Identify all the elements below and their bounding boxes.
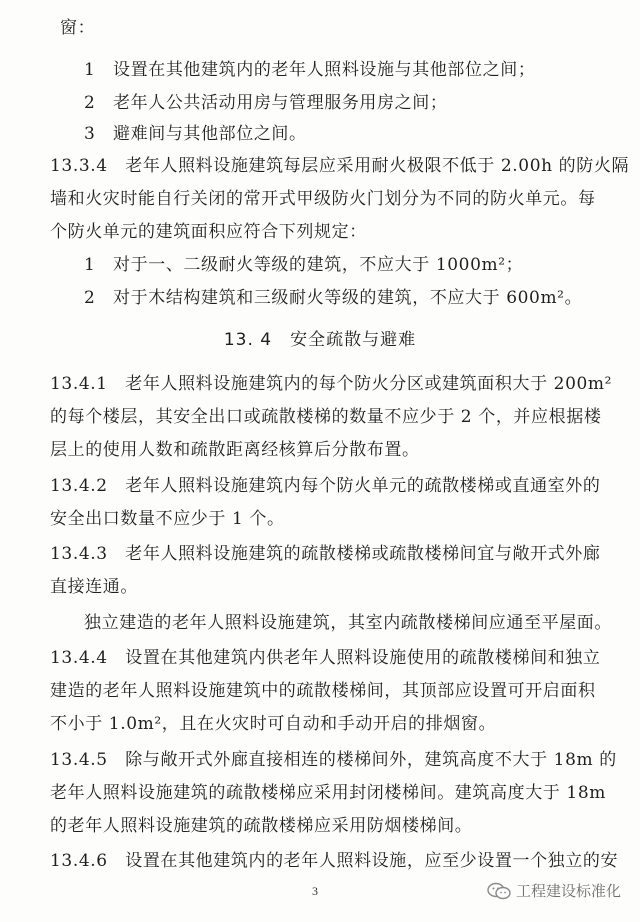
watermark: [486, 880, 621, 901]
section-heading: 13. 4 安全疏散与避难: [223, 330, 417, 350]
list-item: 3 避难间与其他部位之间。: [84, 124, 307, 144]
clause-text: 的每个楼层，其安全出口或疏散楼梯的数量不应少于 2 个，并应根据楼: [50, 407, 602, 427]
list-item: 1 对于一、二级耐火等级的建筑，不应大于 1000m²；: [84, 255, 524, 275]
chat-bubble-icon: [486, 881, 512, 901]
watermark-text: 工程建设标准化: [516, 882, 622, 900]
clause-text: 13.4.4 设置在其他建筑内供老年人照料设施使用的疏散楼梯间和独立: [50, 648, 601, 668]
clause-text: 个防火单元的建筑面积应符合下列规定：: [50, 222, 367, 242]
page-number: 3: [312, 884, 318, 898]
clause-text: 的老年人照料设施建筑的疏散楼梯应采用防烟楼梯间。: [50, 816, 473, 836]
clause-text: 不小于 1.0m²，且在火灾时可自动和手动开启的排烟窗。: [50, 714, 497, 734]
clause-text: 13.4.1 老年人照料设施建筑内的每个防火分区或建筑面积大于 200m²: [50, 374, 613, 394]
text-line: 窗：: [60, 18, 96, 38]
list-item: 2 对于木结构建筑和三级耐火等级的建筑，不应大于 600m²。: [84, 288, 583, 308]
clause-text: 13.3.4 老年人照料设施建筑每层应采用耐火极限不低于 2.00h 的防火隔: [50, 156, 630, 176]
clause-text: 建造的老年人照料设施建筑中的疏散楼梯间，其顶部应设置可开启面积: [50, 681, 596, 701]
clause-text: 直接连通。: [50, 577, 138, 597]
clause-text: 安全出口数量不应少于 1 个。: [50, 509, 285, 529]
list-item: 2 老年人公共活动用房与管理服务用房之间；: [84, 93, 448, 113]
clause-text: 层上的使用人数和疏散距离经核算后分散布置。: [50, 440, 420, 460]
paragraph-text: 独立建造的老年人照料设施建筑，其室内疏散楼梯间应通至平屋面。: [84, 613, 612, 633]
clause-text: 13.4.2 老年人照料设施建筑内每个防火单元的疏散楼梯或直通室外的: [50, 476, 601, 496]
clause-text: 13.4.5 除与敞开式外廊直接相连的楼梯间外，建筑高度不大于 18m 的: [50, 750, 617, 770]
clause-text: 13.4.6 设置在其他建筑内的老年人照料设施，应至少设置一个独立的安: [50, 851, 619, 871]
clause-text: 13.4.3 老年人照料设施建筑的疏散楼梯或疏散楼梯间宜与敞开式外廊: [50, 544, 601, 564]
list-item: 1 设置在其他建筑内的老年人照料设施与其他部位之间；: [84, 60, 536, 80]
clause-text: 老年人照料设施建筑的疏散楼梯应采用封闭楼梯间。建筑高度大于 18m: [50, 783, 606, 803]
clause-text: 墙和火灾时能自行关闭的常开式甲级防火门划分为不同的防火单元。每: [50, 189, 596, 209]
